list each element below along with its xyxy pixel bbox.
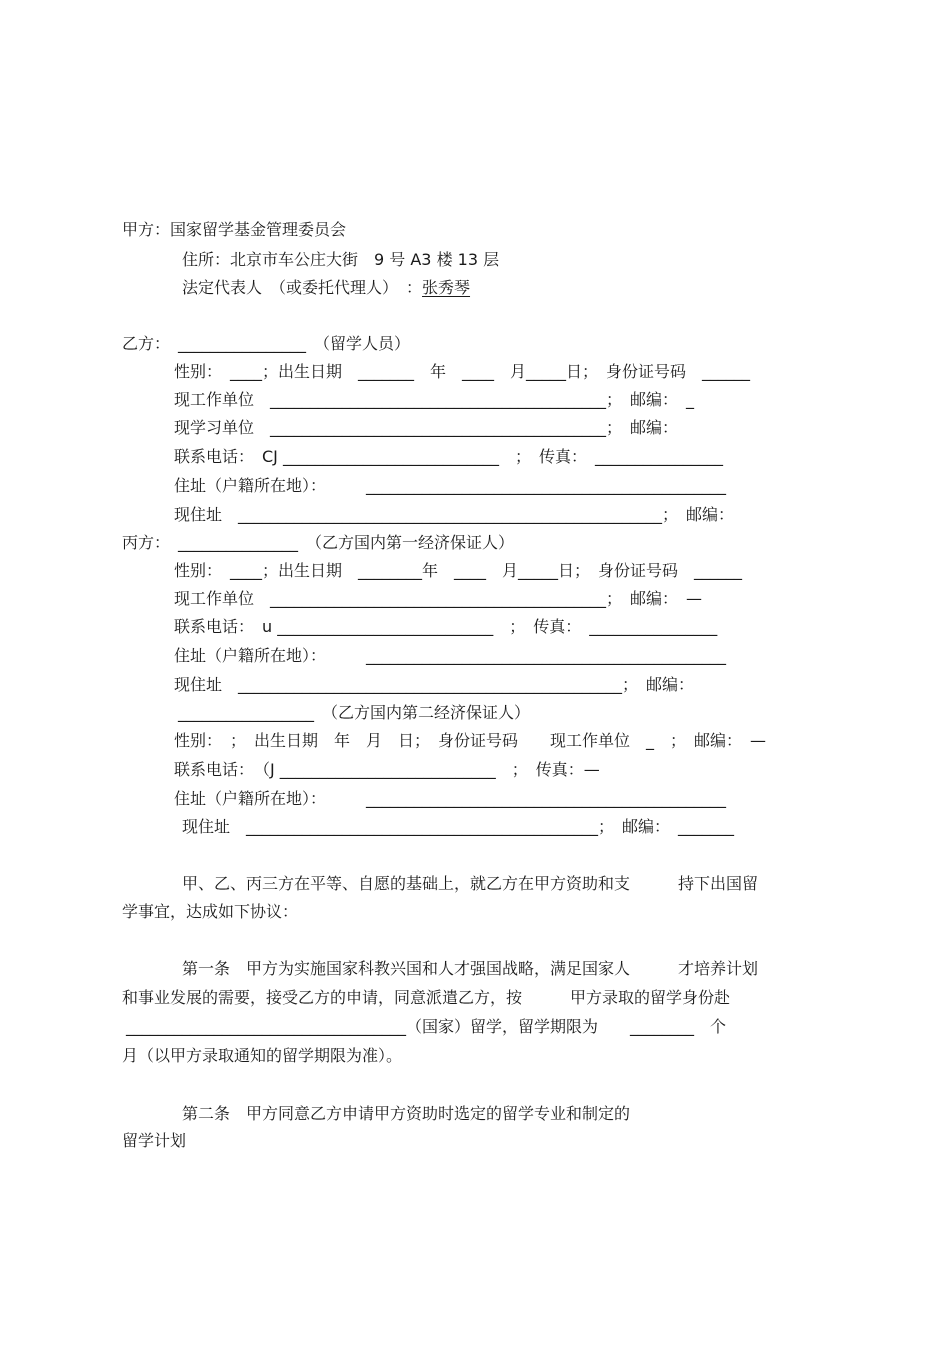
- party-b-header: 乙方： ________________ （留学人员）: [122, 334, 411, 353]
- article2-line-2: 留学计划: [122, 1131, 187, 1150]
- party-a-line: 甲方：国家留学基金管理委员会: [122, 220, 347, 239]
- party-a-representative: [182, 278, 470, 298]
- guarantor2-current-address: 现住址 ____________________________________________； 邮编： _______: [182, 817, 735, 836]
- party-c-current-address: 现住址 ________________________________________________； 邮编：: [174, 675, 695, 694]
- article2-line-1: 第二条 甲方同意乙方申请甲方资助时选定的留学专业和制定的: [182, 1104, 631, 1123]
- article1-line-2: 和事业发展的需要，接受乙方的申请，同意派遣乙方，按 甲方录取的留学身份赴: [122, 988, 731, 1007]
- party-b-phone-fax: 联系电话： CJ ___________________________ ； 传真： ________________: [174, 447, 723, 466]
- party-a-address: 住所：北京市车公庄大街 9 号 A3 楼 13 层: [182, 250, 500, 269]
- article1-line-3: ___________________________________（国家）留学，留学期限为 ________ 个: [126, 1017, 727, 1036]
- party-b-household: 住址（户籍所在地）： _____________________________________________: [174, 476, 727, 495]
- party-b-current-address: 现住址 _____________________________________________________； 邮编：: [174, 505, 735, 524]
- party-c-gender-birth-id: 性别： ____；出生日期 ________年 ____ 月_____日； 身份证号码 ______: [174, 561, 743, 580]
- guarantor2-household: 住址（户籍所在地）： _____________________________________________: [174, 789, 727, 808]
- guarantor2-phone-fax: 联系电话： （J ___________________________ ； 传真：—: [174, 760, 600, 779]
- guarantor2-gender-line: 性别： ； 出生日期 年 月 日； 身份证号码 现工作单位 _ ； 邮编： —: [174, 731, 767, 750]
- intro-line-1: 甲、乙、丙三方在平等、自愿的基础上，就乙方在甲方资助和支 持下出国留: [182, 874, 759, 893]
- party-c-header: 丙方： _______________ （乙方国内第一经济保证人）: [122, 533, 515, 552]
- party-b-work-unit: 现工作单位 __________________________________________； 邮编： _: [174, 390, 695, 409]
- representative-name: 张秀琴: [422, 278, 471, 297]
- party-c-work-unit: 现工作单位 __________________________________________； 邮编： —: [174, 589, 703, 608]
- party-b-study-unit: 现学习单位 __________________________________________； 邮编：: [174, 418, 679, 437]
- party-b-gender-birth-id: 性别： ____；出生日期 _______ 年 ____ 月_____日； 身份证号码 ______: [174, 362, 751, 381]
- intro-line-2: 学事宜，达成如下协议：: [122, 902, 299, 921]
- party-c-household: 住址（户籍所在地）： _____________________________________________: [174, 646, 727, 665]
- party-c-phone-fax: 联系电话： u ___________________________ ； 传真： ________________: [174, 617, 718, 636]
- representative-label: 法定代表人 （或委托代理人） ：: [182, 278, 423, 297]
- article1-line-1: 第一条 甲方为实施国家科教兴国和人才强国战略，满足国家人 才培养计划: [182, 959, 759, 978]
- article1-line-4: 月（以甲方录取通知的留学期限为准）。: [122, 1046, 403, 1065]
- guarantor2-header: _________________ （乙方国内第二经济保证人）: [178, 703, 531, 722]
